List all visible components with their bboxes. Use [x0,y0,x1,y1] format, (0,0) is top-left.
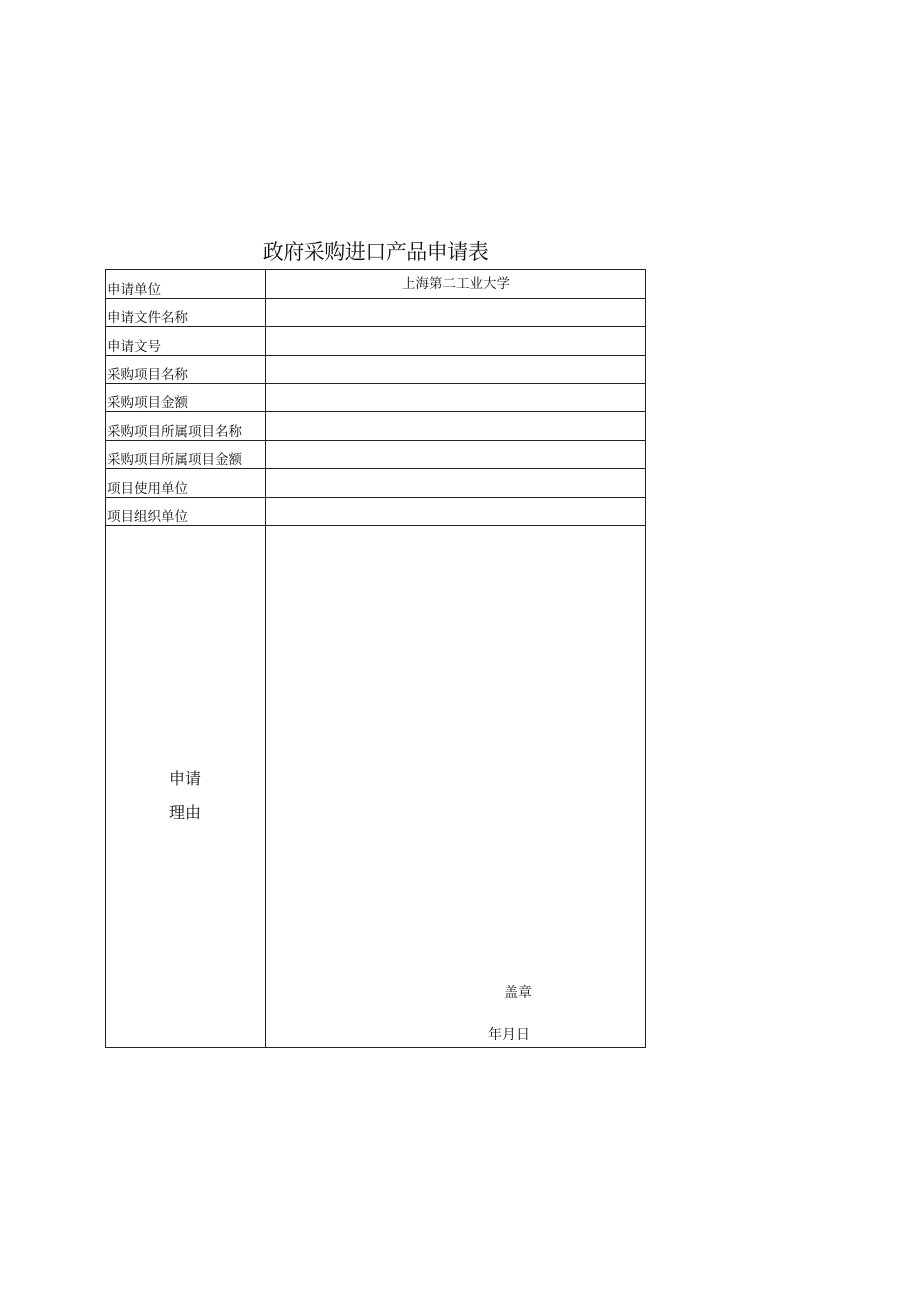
application-form-table [105,269,646,1048]
table-row [106,270,646,299]
stamp-label: 盖章 [504,985,532,1001]
project-amount-value[interactable] [266,384,646,412]
table-row [106,299,646,327]
table-row [106,412,646,441]
reason-content-cell[interactable] [266,526,646,1048]
project-name-value[interactable] [266,356,646,384]
table-row [106,498,646,526]
field-label: 采购项目所属项目名称 [106,412,266,441]
date-label: 年月日 [488,1027,530,1043]
parent-project-amount-value[interactable] [266,441,646,469]
reason-label-line1: 申请 [168,769,201,788]
field-label: 采购项目所属项目金额 [106,441,266,469]
field-label: 申请文件名称 [106,299,266,327]
table-row [106,356,646,384]
document-number-value[interactable] [266,327,646,356]
user-unit-value[interactable] [266,469,646,498]
reason-row [106,526,646,1048]
table-row [106,441,646,469]
field-label: 项目使用单位 [106,469,266,498]
field-label: 申请单位 [106,270,266,299]
applicant-unit-value[interactable]: 上海第二工业大学 [266,270,646,299]
field-label: 项目组织单位 [106,498,266,526]
page-title: 政府采购进口产品申请表 [262,240,489,264]
table-row [106,469,646,498]
document-name-value[interactable] [266,299,646,327]
reason-label [106,762,264,830]
field-label: 申请文号 [106,327,266,356]
field-label: 采购项目金额 [106,384,266,412]
parent-project-name-value[interactable] [266,412,646,441]
table-row [106,327,646,356]
table-row [106,384,646,412]
organizer-unit-value[interactable] [266,498,646,526]
reason-label-cell [106,526,266,1048]
field-label: 采购项目名称 [106,356,266,384]
reason-label-line2: 理由 [168,803,201,822]
